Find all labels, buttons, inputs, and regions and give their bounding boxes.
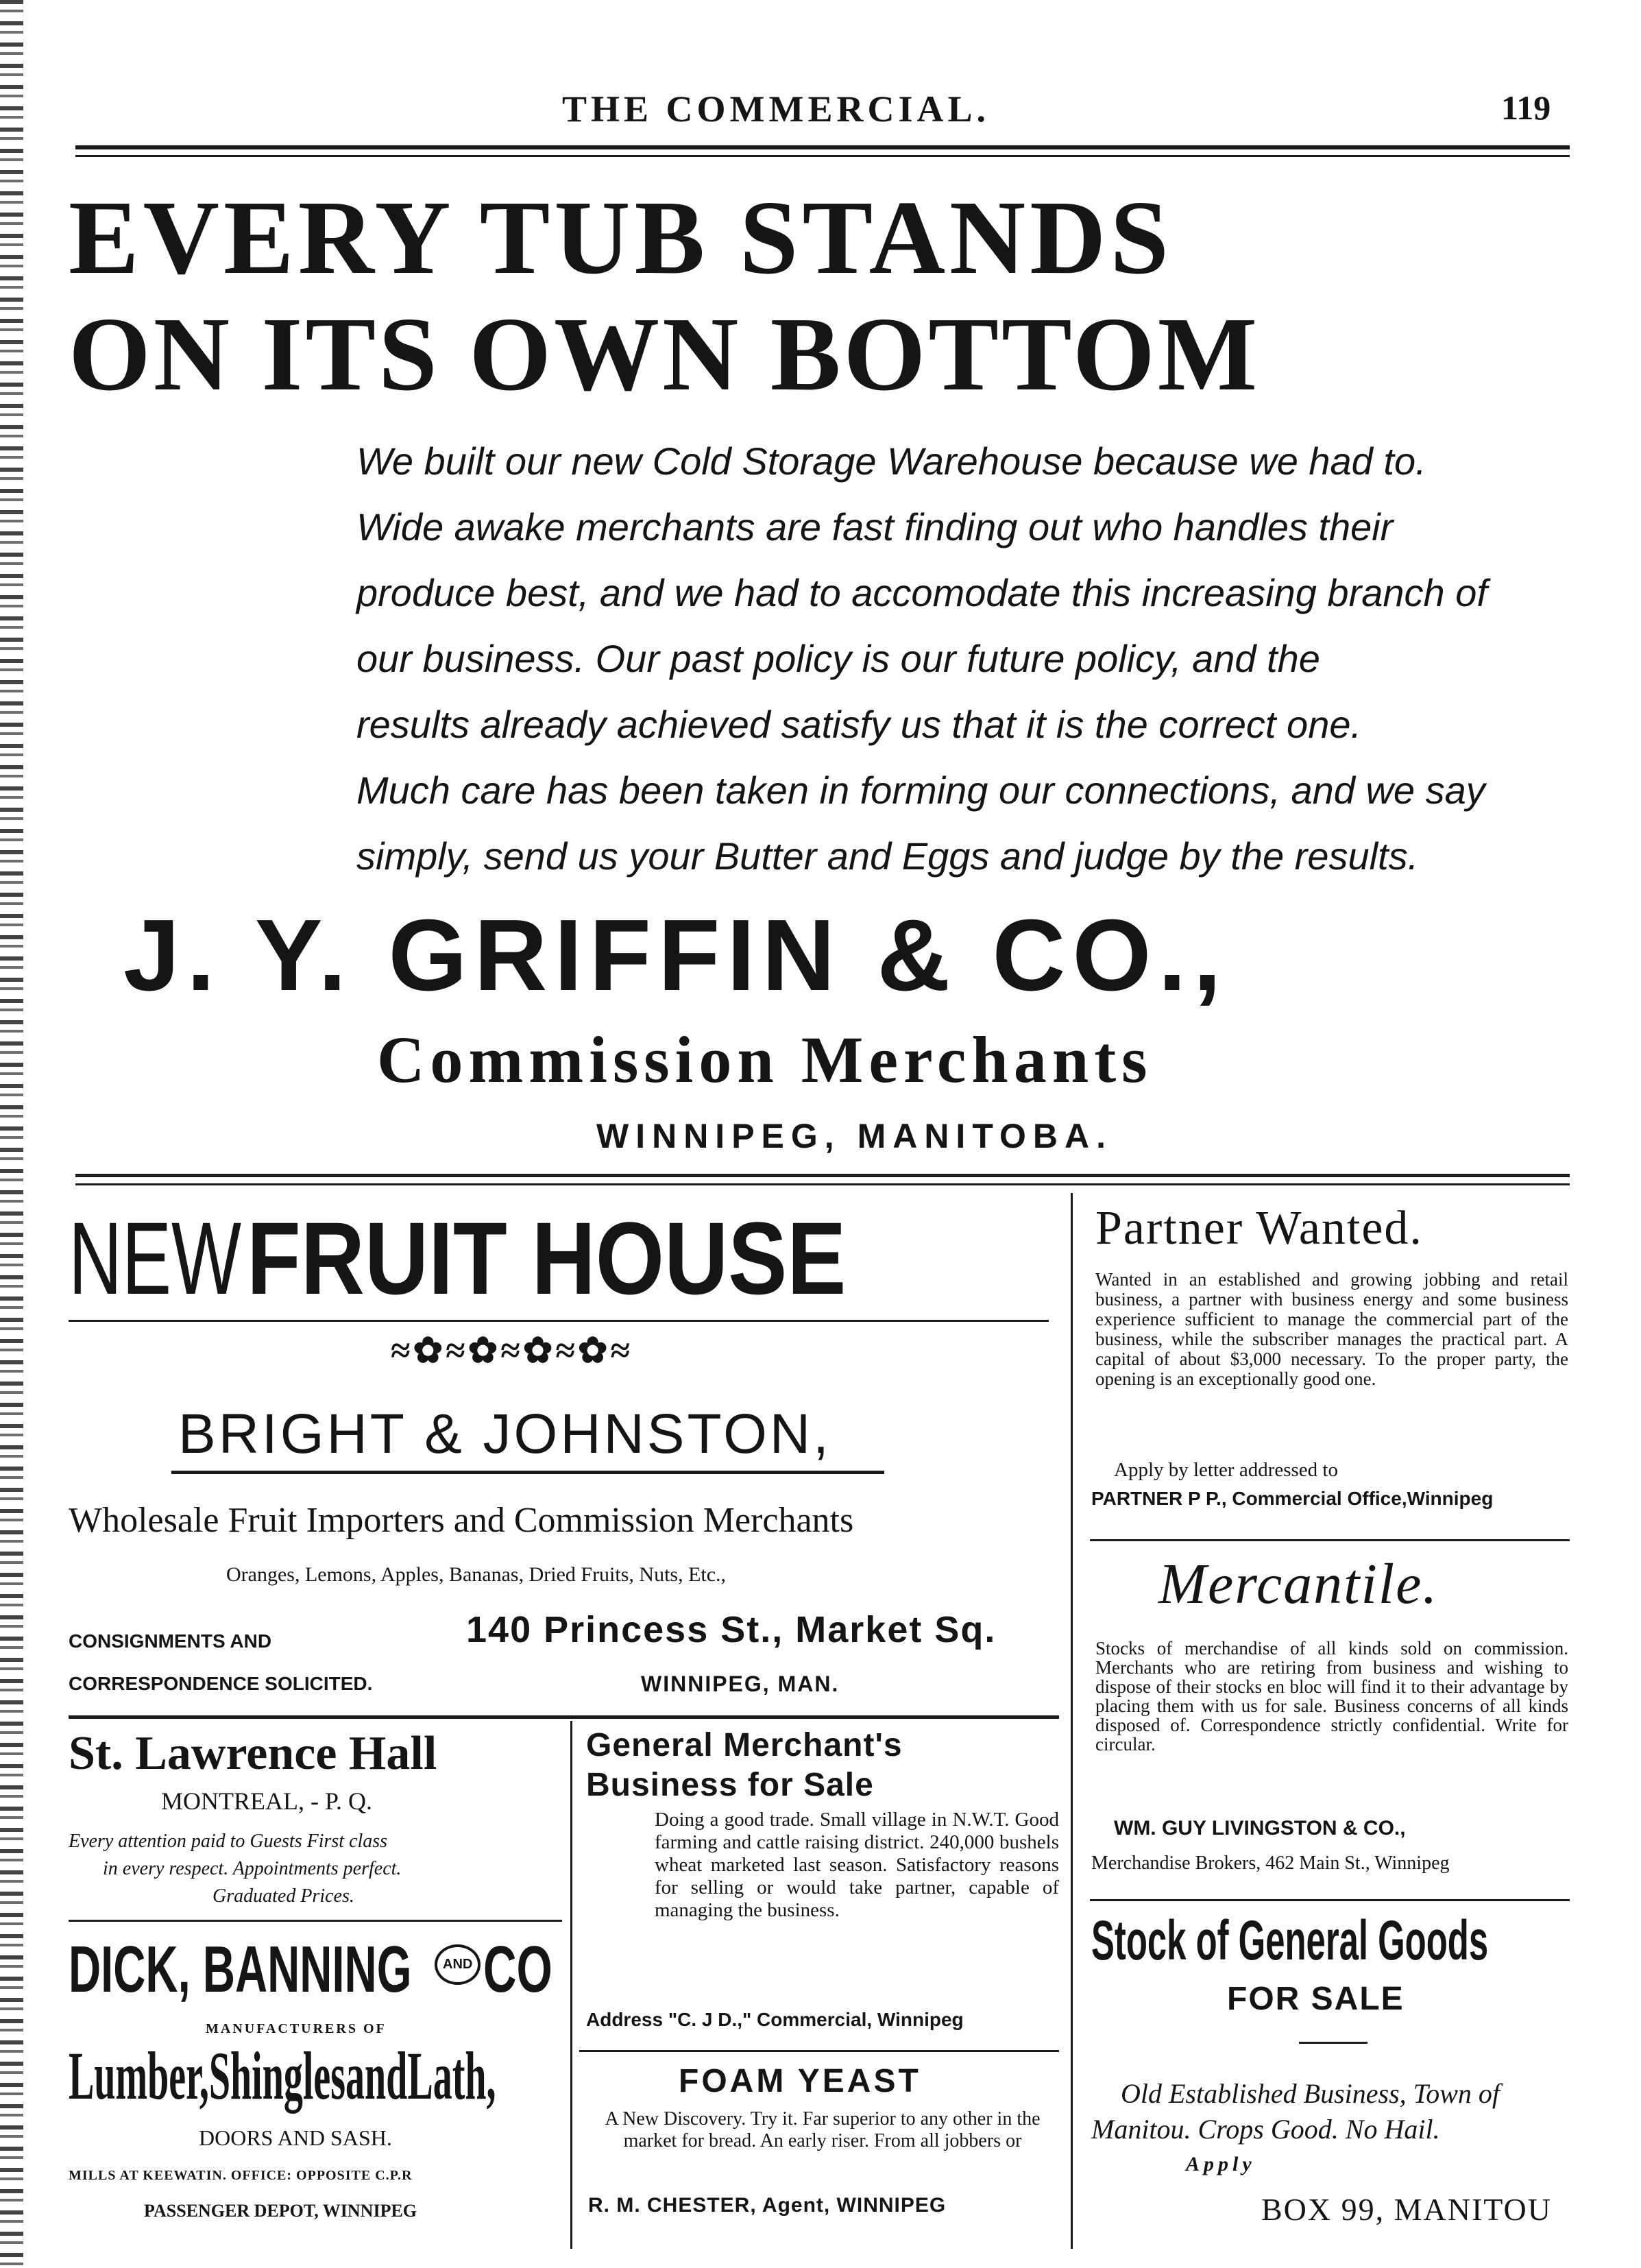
dick-banning-products: Lumber,ShinglesandLath, xyxy=(69,2038,496,2114)
st-lawrence-name: St. Lawrence Hall xyxy=(69,1727,437,1780)
page-number: 119 xyxy=(1501,88,1551,127)
dick-banning-co: CO xyxy=(483,1933,553,2006)
st-lawrence-line1: Every attention paid to Guests First class xyxy=(69,1831,388,1852)
fruit-house-rule xyxy=(69,1320,1049,1322)
fruit-house-firm: BRIGHT & JOHNSTON, xyxy=(178,1403,831,1465)
st-lawrence-line2: in every respect. Appointments perfect. xyxy=(103,1858,402,1879)
griffin-body-line: results already achieved satisfy us that it is the correct one. xyxy=(356,703,1362,746)
fruit-house-tagline: Wholesale Fruit Importers and Commission Merchants xyxy=(69,1501,854,1540)
fruit-house-products: Oranges, Lemons, Apples, Bananas, Dried Fruits, Nuts, Etc., xyxy=(226,1563,727,1586)
dick-banning-mills: MILLS AT KEEWATIN. OFFICE: OPPOSITE C.P.R xyxy=(69,2168,413,2183)
general-goods-box: BOX 99, MANITOU xyxy=(1261,2192,1552,2227)
st-lawrence-line3: Graduated Prices. xyxy=(212,1885,354,1907)
mercantile-firm: WM. GUY LIVINGSTON & CO., xyxy=(1114,1817,1406,1839)
header-rule-top xyxy=(75,145,1570,149)
griffin-body-line: We built our new Cold Storage Warehouse because we had to. xyxy=(356,439,1426,483)
fruit-house-consignments-1: CONSIGNMENTS AND xyxy=(69,1630,272,1652)
general-goods-for-sale: FOR SALE xyxy=(1227,1981,1405,2017)
griffin-body-line: Much care has been taken in forming our connections, and we say xyxy=(356,769,1485,812)
griffin-headline-line1: EVERY TUB STANDS xyxy=(69,180,1174,296)
partner-wanted-address: PARTNER P P., Commercial Office,Winnipeg xyxy=(1091,1488,1494,1509)
mercantile-rule xyxy=(1090,1899,1570,1901)
general-merchant-rule xyxy=(579,2050,1059,2052)
dick-banning-and-emblem: AND xyxy=(435,1944,481,1985)
partner-wanted-apply: Apply by letter addressed to xyxy=(1114,1459,1338,1481)
foam-yeast-agent: R. M. CHESTER, Agent, WINNIPEG xyxy=(588,2194,947,2217)
griffin-location: WINNIPEG, MANITOBA. xyxy=(596,1117,1113,1155)
fruit-house-consignments-2: CORRESPONDENCE SOLICITED. xyxy=(69,1673,373,1694)
griffin-body-line: our business. Our past policy is our future policy, and the xyxy=(356,637,1320,680)
dick-banning-depot: PASSENGER DEPOT, WINNIPEG xyxy=(144,2201,417,2221)
fruit-house-address: 140 Princess St., Market Sq. xyxy=(466,1609,997,1650)
general-merchant-address: Address "C. J D.," Commercial, Winnipeg xyxy=(586,2009,964,2030)
section-rule-top xyxy=(75,1174,1570,1177)
fruit-house-city: WINNIPEG, MAN. xyxy=(641,1672,840,1696)
dick-banning-manufacturers: MANUFACTURERS OF xyxy=(206,2021,387,2036)
fruit-house-firm-rule xyxy=(171,1471,884,1474)
scan-edge-noise xyxy=(0,0,23,2268)
griffin-headline-line2: ON ITS OWN BOTTOM xyxy=(69,296,1261,413)
foam-yeast-body: A New Discovery. Try it. Far superior to any other in the market for bread. An early riser. From all jobbers or xyxy=(605,2108,1041,2151)
general-goods-apply: Apply xyxy=(1186,2153,1256,2175)
right-column-divider xyxy=(1071,1193,1073,2249)
partner-wanted-rule xyxy=(1090,1539,1570,1541)
fruit-house-headline: FRUIT HOUSE xyxy=(247,1201,847,1316)
partner-wanted-body: Wanted in an established and growing jobbing and retail business, a partner with business energy and some business experience sufficient to manage the commercial part of the business, while the subscriber manages the practical part. A capital of about $3,000 necessary. To the proper party, the opening is an exceptionally good one. xyxy=(1095,1269,1568,1389)
fruit-house-ornament: ≈✿≈✿≈✿≈✿≈ xyxy=(391,1331,633,1371)
mercantile-body: Stocks of merchandise of all kinds sold on commission. Merchants who are retiring from business and wishing to dispose of their stocks en bloc will find it to their advantage by placing them with us for sale. Business concerns of all kinds disposed of. Correspondence strictly confidential. Write for circular. xyxy=(1095,1638,1568,1754)
section-rule-bottom xyxy=(75,1183,1570,1185)
griffin-subtitle: Commission Merchants xyxy=(377,1023,1153,1096)
griffin-body-line: Wide awake merchants are fast finding out who handles their xyxy=(356,505,1394,548)
griffin-body-line: simply, send us your Butter and Eggs and judge by the results. xyxy=(356,834,1419,878)
header-rule-bottom xyxy=(75,155,1570,157)
dick-banning-headline xyxy=(69,1932,582,2007)
fruit-house-new: NEW xyxy=(69,1201,241,1316)
foam-yeast-title: FOAM YEAST xyxy=(679,2063,921,2099)
general-goods-line1: Old Established Business, Town of xyxy=(1121,2078,1500,2109)
general-goods-line2: Manitou. Crops Good. No Hail. xyxy=(1091,2114,1440,2145)
mercantile-title: Mercantile. xyxy=(1158,1552,1439,1616)
mercantile-firm-address: Merchandise Brokers, 462 Main St., Winnipeg xyxy=(1091,1853,1450,1874)
general-goods-rule xyxy=(1299,2042,1368,2044)
partner-wanted-title: Partner Wanted. xyxy=(1095,1202,1423,1255)
general-merchant-title-1: General Merchant's xyxy=(586,1727,903,1763)
st-lawrence-rule xyxy=(69,1920,562,1922)
dick-banning-name: DICK, BANNING xyxy=(69,1933,412,2006)
griffin-company-name: J. Y. GRIFFIN & CO., xyxy=(123,899,1228,1012)
newspaper-title: THE COMMERCIAL. xyxy=(562,88,990,130)
general-merchant-body: Doing a good trade. Small village in N.W.T. Good farming and cattle raising district. 240,000 bushels wheat marketed last season. Satisfactory reasons for selling or would take partner, capable of managing the business. xyxy=(655,1809,1059,1921)
general-merchant-title-2: Business for Sale xyxy=(586,1767,874,1803)
st-lawrence-location: MONTREAL, - P. Q. xyxy=(161,1787,373,1815)
dick-banning-doors: DOORS AND SASH. xyxy=(199,2125,392,2150)
griffin-body-line: produce best, and we had to accomodate this increasing branch of xyxy=(356,571,1487,614)
fruit-house-bottom-rule xyxy=(69,1715,1059,1719)
general-goods-title: Stock of General Goods xyxy=(1091,1909,1489,1972)
